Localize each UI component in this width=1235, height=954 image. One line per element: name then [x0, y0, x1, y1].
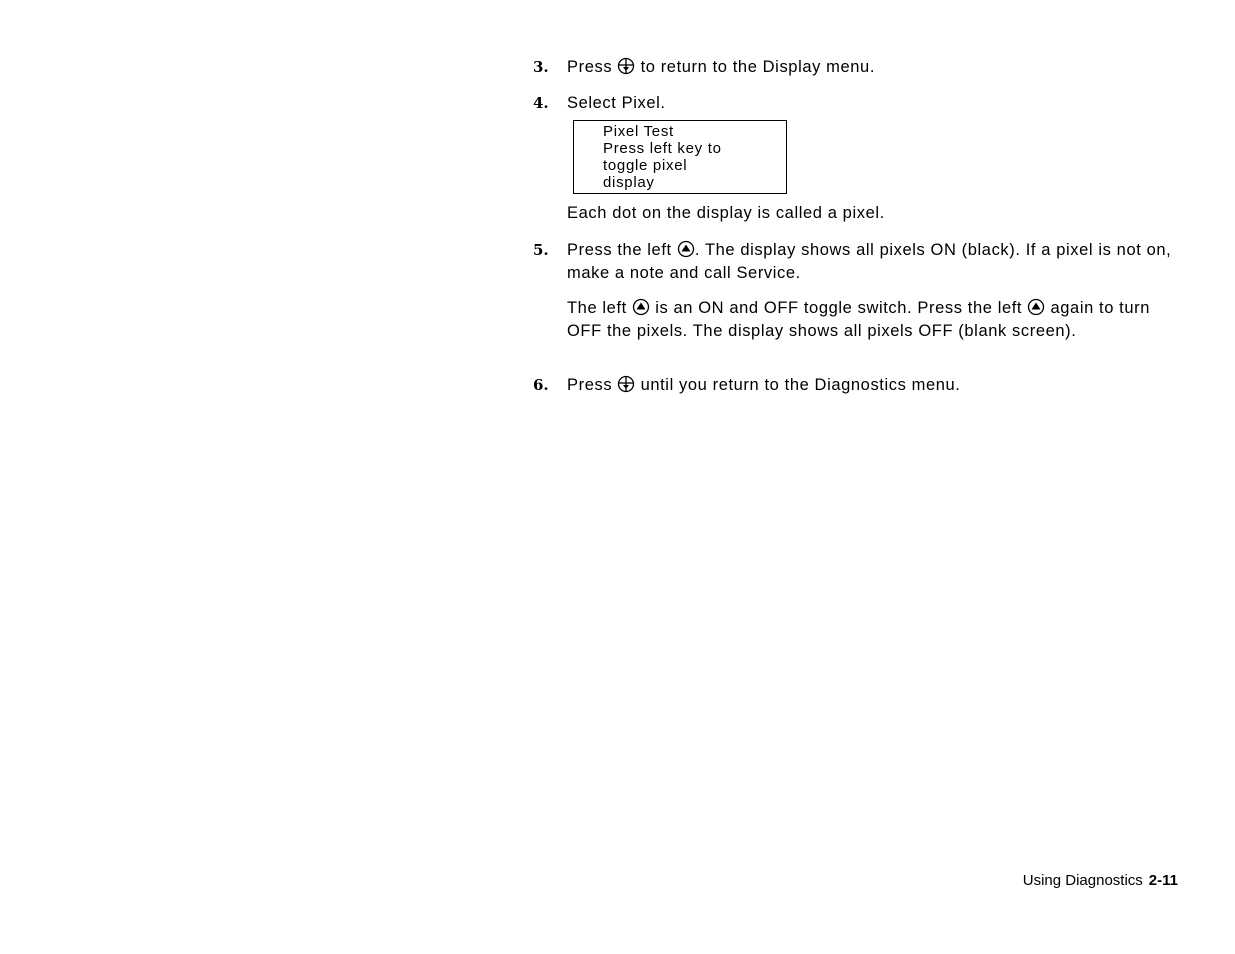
- display-line: display: [603, 174, 655, 191]
- step-number: 5.: [533, 241, 549, 259]
- footer-section: Using Diagnostics: [1022, 872, 1143, 889]
- step-text-post: until you return to the Diagnostics menu.: [640, 376, 961, 394]
- toggle-note-part1: The left: [567, 299, 627, 317]
- step-text: [567, 240, 1177, 283]
- toggle-note-part2: is an ON and OFF toggle switch. Press the left: [655, 299, 1023, 317]
- display-screen: [573, 120, 787, 194]
- step-text-pre: Press the left: [567, 241, 672, 259]
- display-line: toggle pixel: [603, 157, 688, 174]
- step-text-pre: Press: [567, 376, 613, 394]
- step-text: [567, 375, 1177, 398]
- step-number: 4.: [533, 94, 549, 112]
- left-key-icon: [1027, 298, 1045, 321]
- pixel-note: Each dot on the display is called a pixel.: [567, 204, 885, 222]
- toggle-note: [567, 298, 1177, 341]
- left-key-icon: [677, 240, 695, 263]
- page-number: 2-11: [1148, 872, 1178, 889]
- display-line: Pixel Test: [603, 123, 674, 140]
- step-number: 3.: [533, 58, 549, 76]
- display-line: Press left key to: [603, 140, 722, 157]
- toggle-note-part3: again to turn OFF the pixels. The display shows all pixels OFF (blank screen).: [567, 299, 1151, 340]
- step-text-post: to return to the Display menu.: [640, 58, 876, 76]
- step-text: Select Pixel.: [567, 94, 666, 112]
- return-key-icon: [617, 375, 635, 398]
- left-key-icon: [632, 298, 650, 321]
- return-key-icon: [617, 57, 635, 80]
- step-text: [567, 57, 1177, 80]
- step-number: 6.: [533, 376, 549, 394]
- step-text-post: . The display shows all pixels ON (black). If a pixel is not on, make a note and call Service.: [567, 241, 1172, 282]
- page-footer: [1023, 872, 1178, 889]
- step-text-pre: Press: [567, 58, 613, 76]
